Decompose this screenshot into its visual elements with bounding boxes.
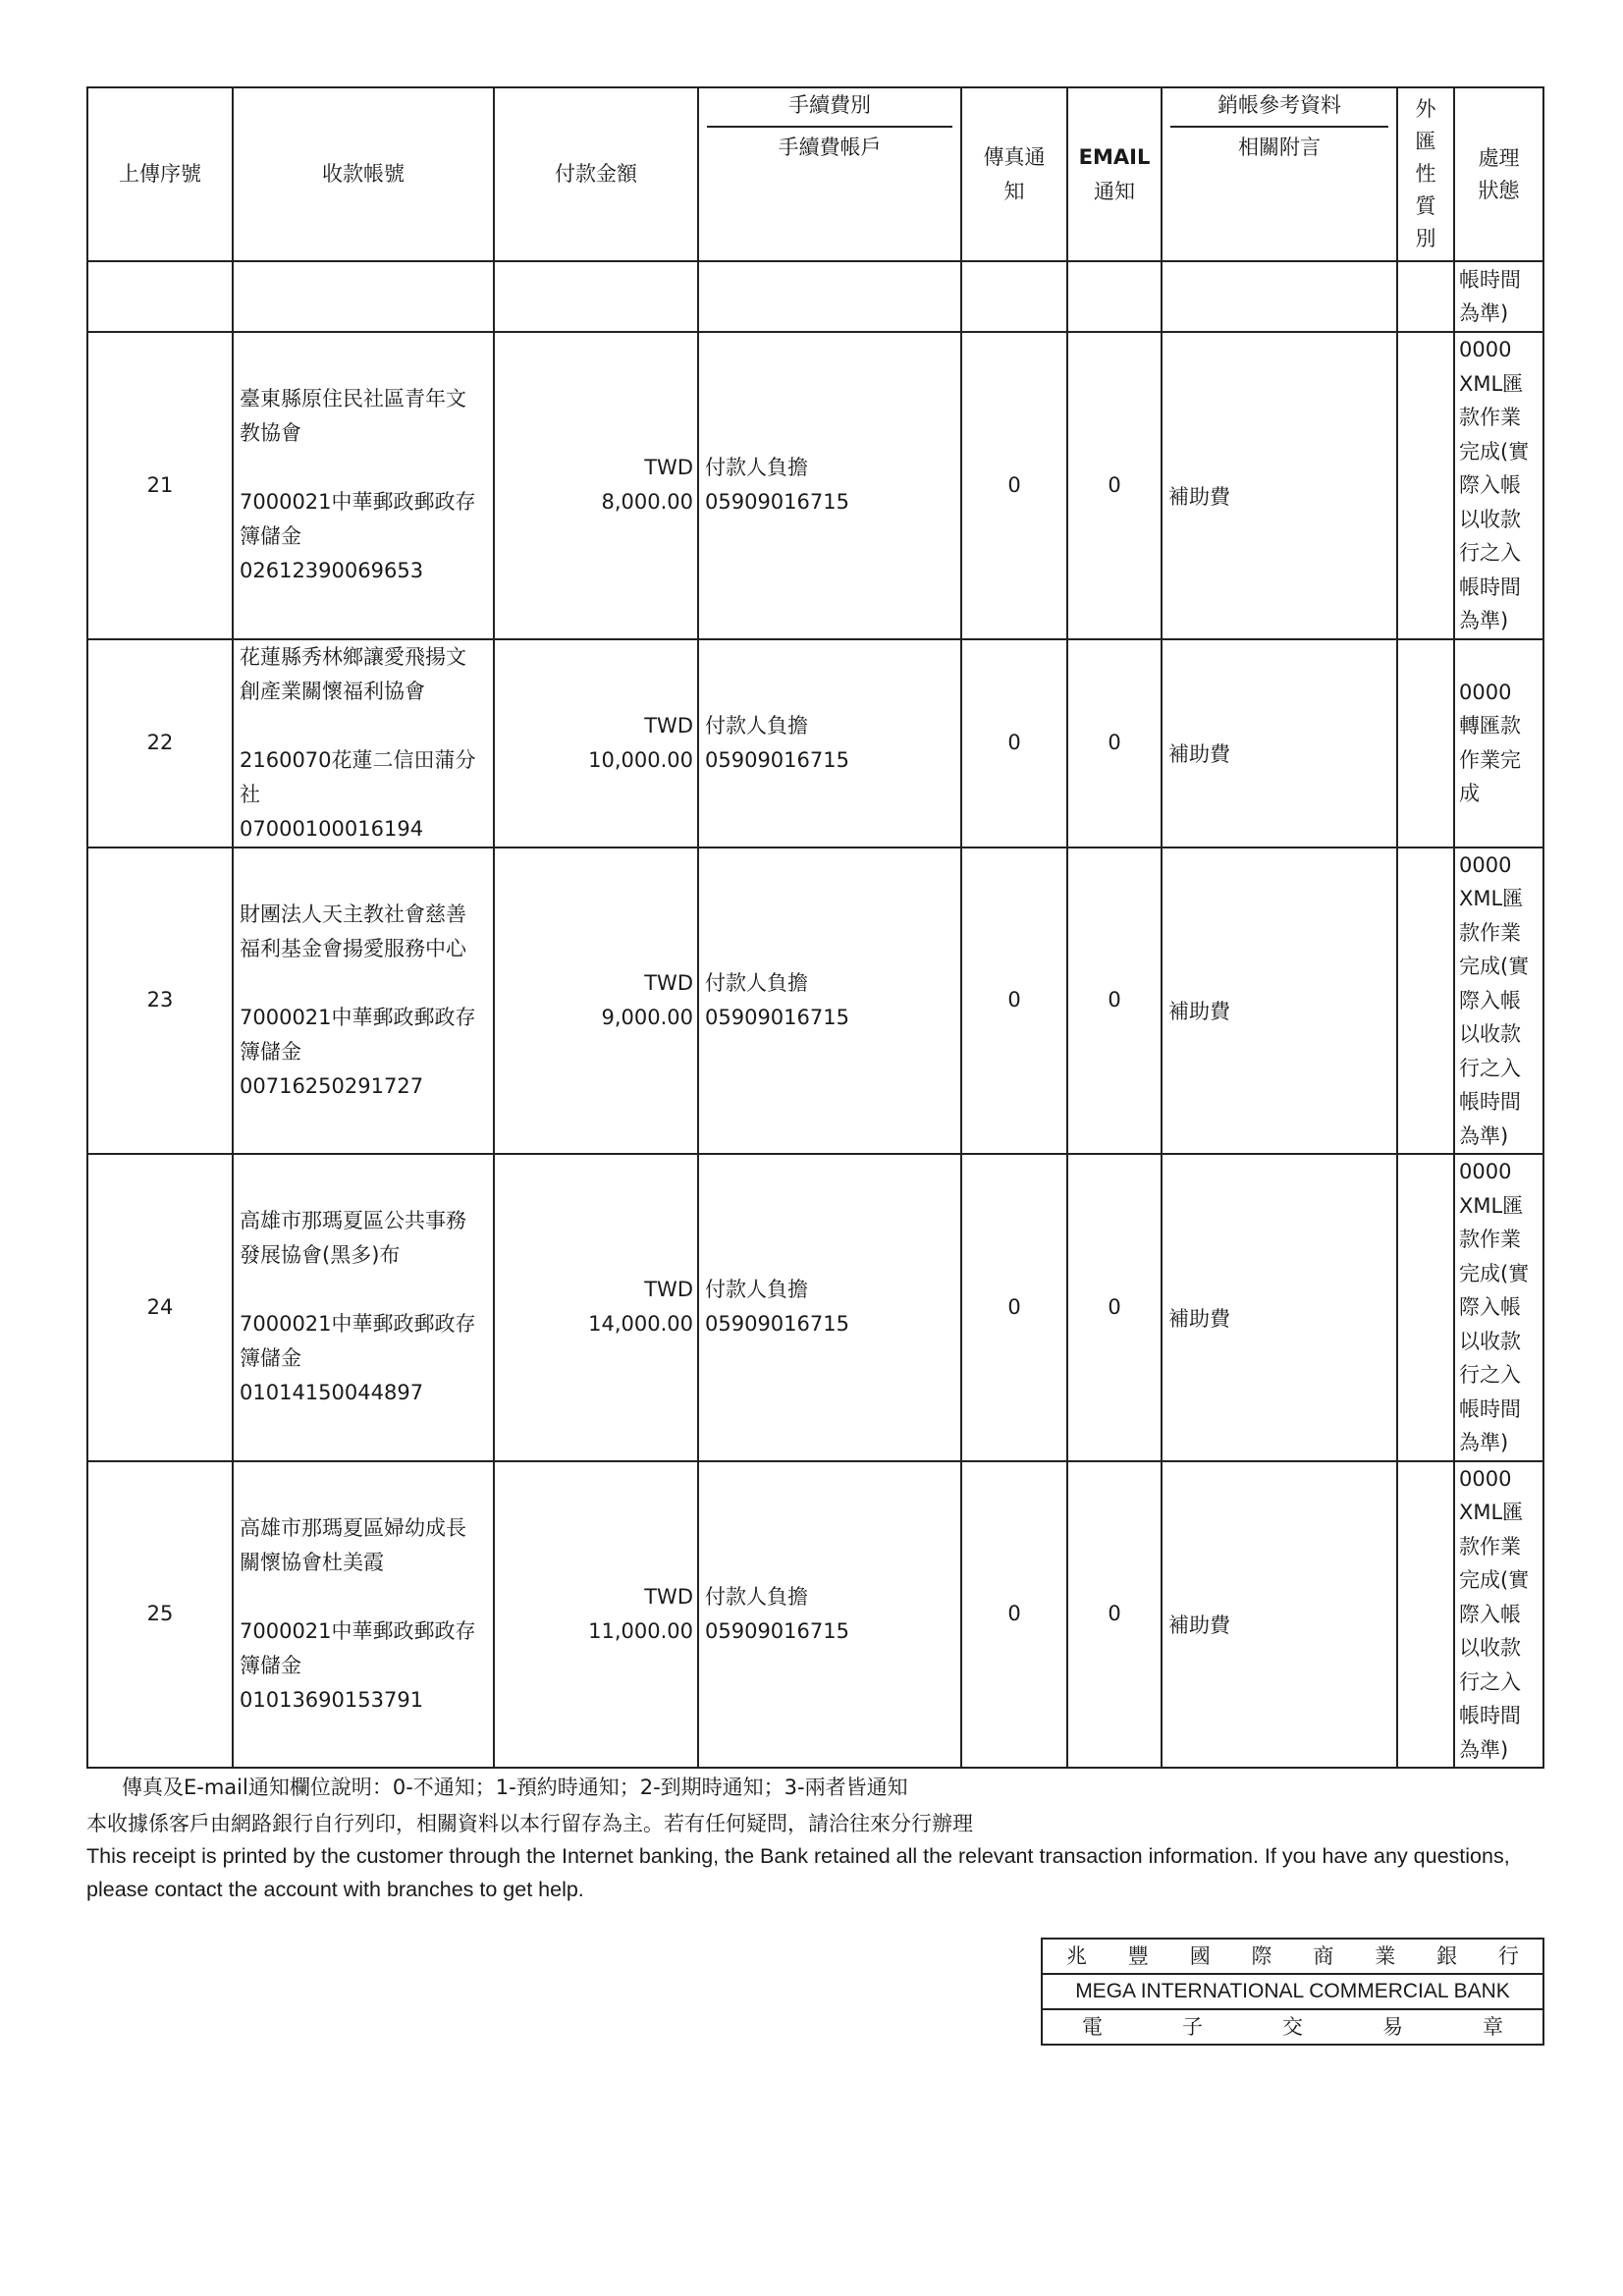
account-cell xyxy=(233,639,494,847)
payee-line: 關懷協會杜美霞 xyxy=(240,1550,384,1574)
table-row xyxy=(87,1154,1543,1461)
status-line: 際入帳 xyxy=(1459,988,1521,1012)
header-ref-bottom: 相關附言 xyxy=(1238,136,1321,159)
bank-line: 7000021中華郵政郵政存 xyxy=(240,1618,476,1643)
header-ref-top: 銷帳參考資料 xyxy=(1170,88,1388,128)
status-line: 際入帳 xyxy=(1459,1295,1521,1319)
account-cell xyxy=(233,1154,494,1461)
ref-text: 補助費 xyxy=(1168,1306,1230,1331)
fee-cell xyxy=(698,1154,961,1461)
ref-text: 補助費 xyxy=(1168,742,1230,766)
fax-email-legend: 傳真及E-mail通知欄位說明：0-不通知；1-預約時通知；2-到期時通知；3-兩者皆通知 xyxy=(122,1776,908,1799)
amount-value: 10,000.00 xyxy=(588,747,693,772)
amount-value: 9,000.00 xyxy=(601,1005,693,1029)
header-fee xyxy=(698,87,961,261)
bank-line: 簿儲金 xyxy=(240,524,301,549)
status-line: 帳時間 xyxy=(1459,574,1521,599)
fax-cell: 0 xyxy=(961,332,1067,639)
fee-account: 05909016715 xyxy=(705,1312,849,1337)
status-line: 為準) xyxy=(1459,609,1509,632)
status-cell xyxy=(1454,847,1543,1155)
bank-e-transaction-stamp xyxy=(1041,1938,1544,2046)
amount-value: 8,000.00 xyxy=(601,490,693,515)
receipt-note-en: This receipt is printed by the customer through the Internet banking, the Bank retained all the relevant transaction information. If you have any questions, please contact the account with branches to get help. xyxy=(86,1844,1510,1901)
fee-account: 05909016715 xyxy=(705,1005,849,1029)
payee-line: 教協會 xyxy=(240,421,301,446)
status-cell xyxy=(1454,261,1543,332)
account-cell xyxy=(233,332,494,639)
fax-cell: 0 xyxy=(961,1154,1067,1461)
header-seq: 上傳序號 xyxy=(87,87,233,261)
header-fx-label: 外匯性質別 xyxy=(1415,97,1436,250)
fee-cell xyxy=(698,332,961,639)
bank-line: 簿儲金 xyxy=(240,1653,301,1677)
header-status xyxy=(1454,87,1543,261)
ref-text: 補助費 xyxy=(1168,1000,1230,1024)
amount-cell xyxy=(494,847,698,1155)
amount-value: 14,000.00 xyxy=(588,1312,693,1337)
account-number: 00716250291727 xyxy=(240,1073,424,1098)
status-line: 0000 xyxy=(1459,338,1512,361)
ref-cell xyxy=(1162,847,1397,1155)
bank-line: 7000021中華郵政郵政存 xyxy=(240,1312,476,1337)
fee-cell xyxy=(698,847,961,1155)
fee-account: 05909016715 xyxy=(705,747,849,772)
seq-cell: 24 xyxy=(87,1154,233,1461)
table-row-continuation xyxy=(87,261,1543,332)
fx-cell xyxy=(1397,639,1454,847)
fee-account: 05909016715 xyxy=(705,1618,849,1643)
ref-text: 補助費 xyxy=(1168,484,1230,509)
email-cell: 0 xyxy=(1067,332,1162,639)
status-line: 帳時間 xyxy=(1459,1704,1521,1727)
status-line: 行之入 xyxy=(1459,541,1521,565)
status-line: XML匯 xyxy=(1459,1501,1524,1524)
bank-line: 簿儲金 xyxy=(240,1346,301,1371)
account-number: 01014150044897 xyxy=(240,1381,424,1405)
amount-cell xyxy=(494,1154,698,1461)
seq-cell: 25 xyxy=(87,1461,233,1769)
status-line: 完成(實 xyxy=(1459,1261,1530,1285)
status-cell xyxy=(1454,639,1543,847)
status-line: 為準) xyxy=(1459,1737,1509,1762)
status-line: 0000 xyxy=(1459,1160,1512,1183)
stamp-line-e-seal: 電 子 交 易 章 xyxy=(1082,2015,1503,2039)
payee-line: 高雄市那瑪夏區婦幼成長 xyxy=(240,1515,466,1540)
table-row xyxy=(87,639,1543,847)
fee-type: 付款人負擔 xyxy=(705,970,808,995)
payee-line: 高雄市那瑪夏區公共事務 xyxy=(240,1209,466,1233)
payee-line: 財團法人天主教社會慈善 xyxy=(240,902,466,926)
status-line: 款作業 xyxy=(1459,406,1521,429)
table-row xyxy=(87,1461,1543,1769)
account-number: 02612390069653 xyxy=(240,559,424,583)
status-line: 0000 xyxy=(1459,852,1512,877)
header-account: 收款帳號 xyxy=(233,87,494,261)
header-fax xyxy=(961,87,1067,261)
status-line: 帳時間 xyxy=(1459,1396,1521,1421)
status-line: 成 xyxy=(1459,782,1480,805)
status-line: XML匯 xyxy=(1459,887,1524,910)
fee-cell xyxy=(698,1461,961,1769)
email-cell: 0 xyxy=(1067,847,1162,1155)
fee-cell xyxy=(698,639,961,847)
currency: TWD xyxy=(644,1584,693,1609)
status-line: 作業完 xyxy=(1459,747,1521,772)
amount-cell xyxy=(494,1461,698,1769)
status-cell xyxy=(1454,1154,1543,1461)
account-cell xyxy=(233,847,494,1155)
stamp-line-bank-name-zh: 兆 豐 國 際 商 業 銀 行 xyxy=(1066,1944,1519,1968)
status-line: XML匯 xyxy=(1459,371,1524,396)
status-line: 為準) xyxy=(1459,301,1509,325)
ref-cell xyxy=(1162,332,1397,639)
status-cell xyxy=(1454,332,1543,639)
status-line: 以收款 xyxy=(1459,1636,1521,1660)
account-number: 01013690153791 xyxy=(240,1687,424,1712)
status-line: 完成(實 xyxy=(1459,955,1530,978)
status-line: 以收款 xyxy=(1459,1329,1521,1353)
fee-type: 付款人負擔 xyxy=(705,713,808,738)
currency: TWD xyxy=(644,456,693,480)
fee-account: 05909016715 xyxy=(705,490,849,515)
payee-line: 發展協會(黑多)布 xyxy=(240,1243,401,1268)
header-fee-account: 手續費帳戶 xyxy=(778,136,882,159)
account-number: 07000100016194 xyxy=(240,816,424,841)
account-cell xyxy=(233,1461,494,1769)
transaction-table xyxy=(86,86,1544,1769)
receipt-note-zh: 本收據係客戶由網路銀行自行列印，相關資料以本行留存為主。若有任何疑問，請洽往來分行辦理 xyxy=(86,1812,973,1835)
header-fee-type: 手續費別 xyxy=(707,88,952,128)
status-line: 為準) xyxy=(1459,1431,1509,1454)
table-header-row xyxy=(87,87,1543,261)
email-cell: 0 xyxy=(1067,639,1162,847)
ref-cell xyxy=(1162,639,1397,847)
amount-cell xyxy=(494,332,698,639)
payee-line: 花蓮縣秀林鄉讓愛飛揚文 xyxy=(240,644,466,669)
status-line: 行之入 xyxy=(1459,1056,1521,1080)
status-line: 0000 xyxy=(1459,680,1512,704)
currency: TWD xyxy=(644,970,693,995)
ref-text: 補助費 xyxy=(1168,1613,1230,1638)
status-line: XML匯 xyxy=(1459,1193,1524,1218)
bank-line: 2160070花蓮二信田蒲分 xyxy=(240,747,476,772)
header-email-top: EMAIL xyxy=(1078,144,1151,169)
bank-line: 簿儲金 xyxy=(240,1039,301,1064)
ref-cell xyxy=(1162,1461,1397,1769)
email-cell: 0 xyxy=(1067,1461,1162,1769)
email-cell: 0 xyxy=(1067,1154,1162,1461)
bank-line: 社 xyxy=(240,782,260,806)
table-row xyxy=(87,847,1543,1155)
fx-cell xyxy=(1397,1461,1454,1769)
status-line: 完成(實 xyxy=(1459,439,1530,464)
header-ref xyxy=(1162,87,1397,261)
seq-cell: 22 xyxy=(87,639,233,847)
fee-type: 付款人負擔 xyxy=(705,456,808,480)
header-fax-label: 傳真通知 xyxy=(983,144,1046,203)
currency: TWD xyxy=(644,713,693,738)
seq-cell: 23 xyxy=(87,847,233,1155)
fax-cell: 0 xyxy=(961,639,1067,847)
fx-cell xyxy=(1397,1154,1454,1461)
table-row xyxy=(87,332,1543,639)
status-line: 以收款 xyxy=(1459,507,1521,531)
header-amount: 付款金額 xyxy=(494,87,698,261)
status-line: 款作業 xyxy=(1459,1228,1521,1251)
header-email xyxy=(1067,87,1162,261)
status-line: 0000 xyxy=(1459,1466,1512,1491)
fx-cell xyxy=(1397,847,1454,1155)
status-line: 行之入 xyxy=(1459,1669,1521,1694)
status-line: 行之入 xyxy=(1459,1363,1521,1387)
status-line: 款作業 xyxy=(1459,1534,1521,1558)
bank-line: 7000021中華郵政郵政存 xyxy=(240,490,476,515)
stamp-line-bank-name-en: MEGA INTERNATIONAL COMMERCIAL BANK xyxy=(1043,1973,1542,2010)
status-line: 以收款 xyxy=(1459,1022,1521,1046)
payee-line: 臺東縣原住民社區青年文 xyxy=(240,387,466,411)
fax-cell: 0 xyxy=(961,1461,1067,1769)
amount-value: 11,000.00 xyxy=(588,1618,693,1643)
fx-cell xyxy=(1397,332,1454,639)
payee-line: 創產業關懷福利協會 xyxy=(240,679,425,703)
status-line: 款作業 xyxy=(1459,920,1521,945)
status-cell xyxy=(1454,1461,1543,1769)
fee-type: 付款人負擔 xyxy=(705,1584,808,1609)
fax-cell: 0 xyxy=(961,847,1067,1155)
status-line: 際入帳 xyxy=(1459,473,1521,497)
amount-cell xyxy=(494,639,698,847)
status-line: 際入帳 xyxy=(1459,1602,1521,1626)
header-status-label: 處理狀態 xyxy=(1478,145,1520,202)
header-email-bottom: 通知 xyxy=(1094,179,1135,203)
status-line: 帳時間 xyxy=(1459,1090,1521,1114)
header-fx xyxy=(1397,87,1454,261)
bank-line: 7000021中華郵政郵政存 xyxy=(240,1005,476,1029)
status-line: 完成(實 xyxy=(1459,1568,1530,1592)
status-line: 帳時間 xyxy=(1459,267,1521,292)
payee-line: 福利基金會揚愛服務中心 xyxy=(240,936,466,960)
fee-type: 付款人負擔 xyxy=(705,1278,808,1302)
seq-cell: 21 xyxy=(87,332,233,639)
ref-cell xyxy=(1162,1154,1397,1461)
currency: TWD xyxy=(644,1278,693,1302)
status-line: 轉匯款 xyxy=(1459,714,1521,738)
status-line: 為準) xyxy=(1459,1123,1509,1148)
